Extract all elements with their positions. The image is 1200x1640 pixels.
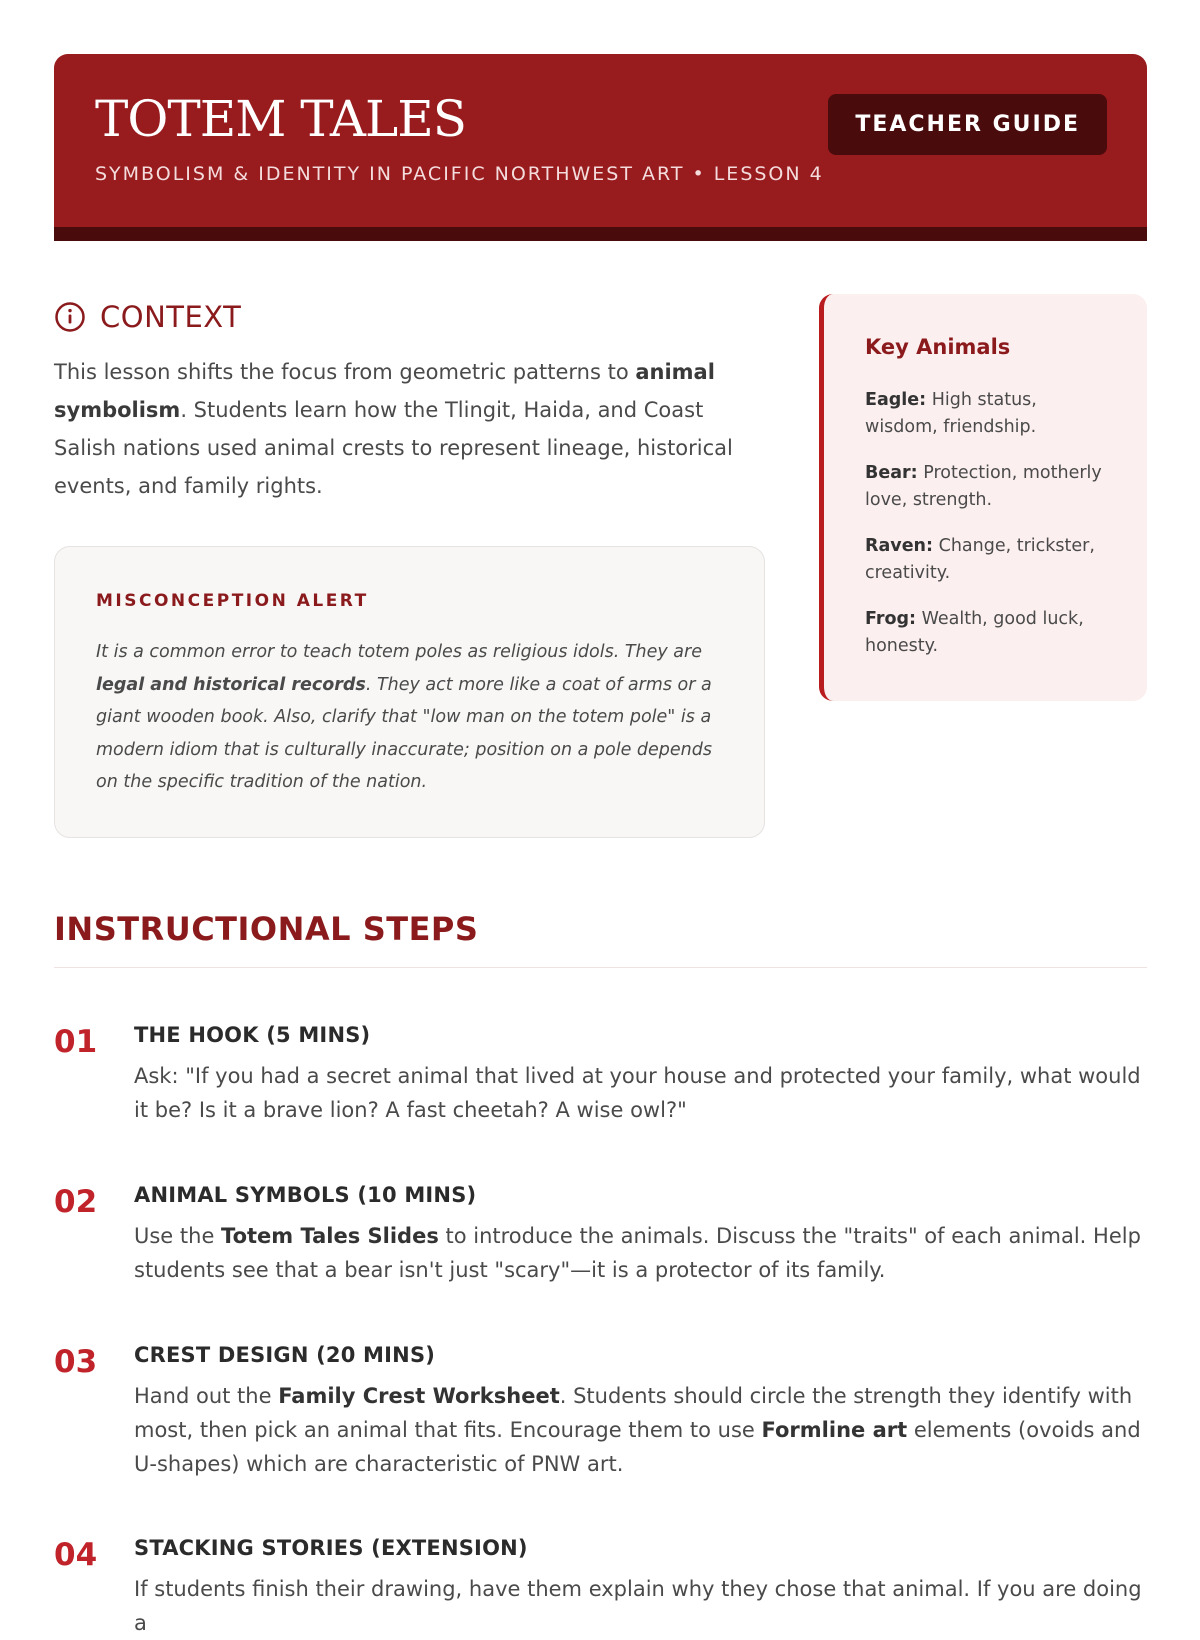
- lesson-subtitle: SYMBOLISM & IDENTITY IN PACIFIC NORTHWEST ART • LESSON 4: [95, 163, 824, 185]
- key-animals-list: [865, 387, 1115, 679]
- step-number: 01: [54, 1024, 98, 1060]
- teacher-guide-badge: TEACHER GUIDE: [828, 94, 1107, 155]
- step-text: Use the Totem Tales Slides to introduce the animals. Discuss the "traits" of each animal. Help students see that a bear isn't just "scary"—it is a protector of its family.: [134, 1224, 1141, 1282]
- context-title: CONTEXT: [100, 300, 242, 334]
- step-title: ANIMAL SYMBOLS (10 MINS): [134, 1183, 477, 1207]
- key-animal-bear: Bear: Protection, motherly love, strength.: [865, 463, 1102, 510]
- step-title: THE HOOK (5 MINS): [134, 1023, 371, 1047]
- key-animals-title: Key Animals: [865, 335, 1011, 359]
- step-number: 02: [54, 1184, 98, 1220]
- lesson-header: [54, 54, 1147, 241]
- step-title: STACKING STORIES (EXTENSION): [134, 1536, 528, 1560]
- misconception-text: It is a common error to teach totem poles as religious idols. They are legal and historical records. They act more like a coat of arms or a giant wooden book. Also, clarify that "low man on the totem pole" is a modern idiom that is culturally inaccurate; position on a pole depends on the specific tradition of the nation.: [96, 642, 712, 792]
- key-animal-raven: Raven: Change, trickster, creativity.: [865, 536, 1095, 583]
- step-text: If students finish their drawing, have them explain why they chose that animal. If you are doing a: [134, 1577, 1142, 1635]
- step-text: Ask: "If you had a secret animal that lived at your house and protected your family, what would it be? Is it a brave lion? A fast cheetah? A wise owl?": [134, 1064, 1141, 1122]
- section-divider: [54, 967, 1147, 968]
- step-title: CREST DESIGN (20 MINS): [134, 1343, 436, 1367]
- step-number: 03: [54, 1344, 98, 1380]
- lesson-title: TOTEM TALES: [95, 90, 466, 148]
- context-heading: [54, 300, 241, 334]
- header-bottom-bar: [54, 227, 1147, 241]
- key-animal-frog: Frog: Wealth, good luck, honesty.: [865, 609, 1084, 656]
- key-animal-eagle: Eagle: High status, wisdom, friendship.: [865, 390, 1037, 437]
- key-animals-panel: [819, 294, 1147, 701]
- misconception-title: MISCONCEPTION ALERT: [96, 591, 369, 611]
- step-text: Hand out the Family Crest Worksheet. Students should circle the strength they identify with most, then pick an animal that fits. Encourage them to use Formline art elements (ovoids and U-shapes) which are characteristic of PNW art.: [134, 1384, 1141, 1476]
- info-icon: [54, 301, 86, 333]
- step-number: 04: [54, 1537, 98, 1573]
- instructional-steps-title: INSTRUCTIONAL STEPS: [54, 910, 479, 948]
- context-paragraph: This lesson shifts the focus from geometric patterns to animal symbolism. Students learn how the Tlingit, Haida, and Coast Salish nations used animal crests to represent lineage, historical events, and family rights.: [54, 360, 733, 498]
- misconception-alert: [54, 546, 765, 838]
